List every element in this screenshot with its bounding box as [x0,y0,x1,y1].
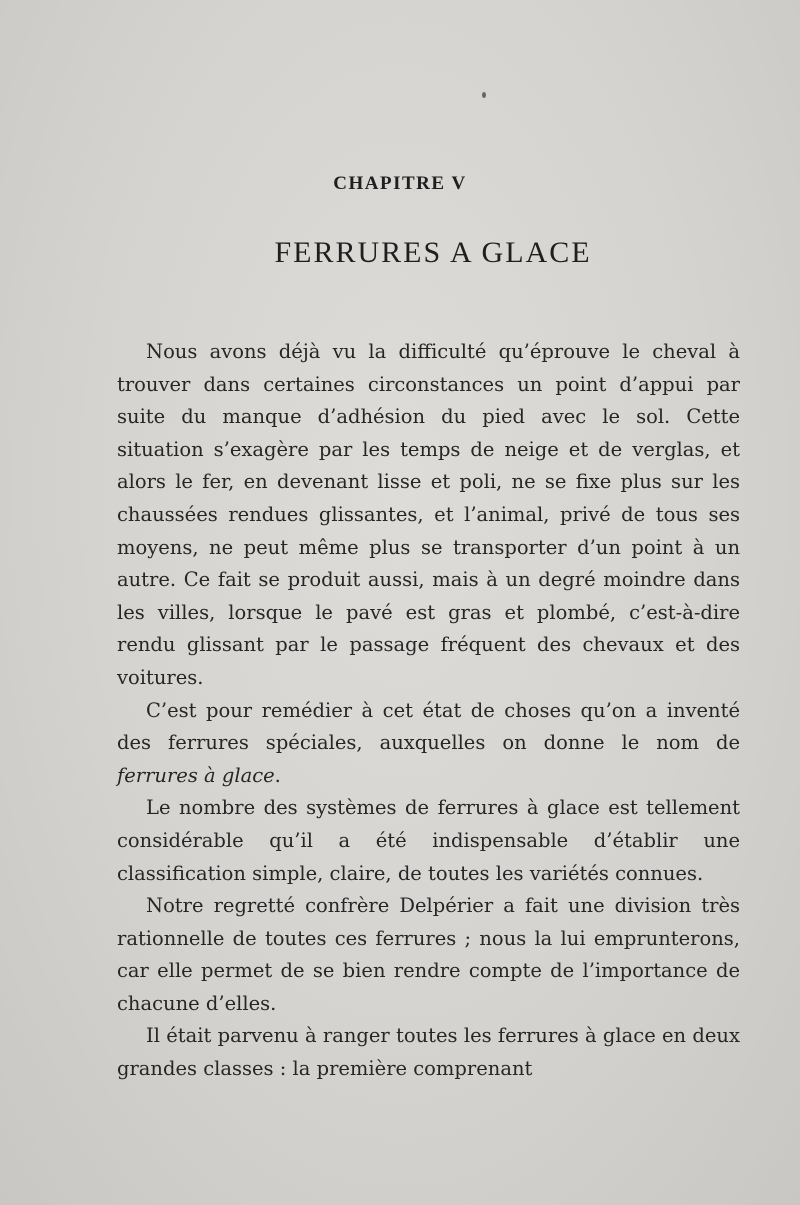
ink-speck [482,92,486,98]
paragraph-2 [117,695,740,793]
body-text [117,336,740,1086]
paragraph-2-italic-term: ferrures à glace [117,763,275,787]
paragraph-4: Notre regretté confrère Delpérier a fait une division très rationnelle de toutes ces ferrures ; nous la lui emprunterons, car elle permet de se bien rendre compte de l’importance de chacune d’elles. [117,894,740,1015]
paragraph-5: Il était parvenu à ranger toutes les ferrures à glace en deux grandes classes : la première comprenant [117,1024,740,1081]
paragraph-1: Nous avons déjà vu la difficulté qu’éprouve le cheval à trouver dans certaines circonstances un point d’appui par suite du manque d’adhésion du pied avec le sol. Cette situation s’exagère par les temps de neige et de verglas, et alors le fer, en devenant lisse et poli, ne se fixe plus sur les chaussées rendues glissantes, et l’animal, privé de tous ses moyens, ne peut même plus se transporter d’un point à un autre. Ce fait se produit aussi, mais à un degré moindre dans les villes, lorsque le pavé est gras et plombé, c’est-à-dire rendu glissant par le passage fréquent des chevaux et des voitures. [117,340,740,689]
paragraph-2-text: C’est pour remédier à cet état de choses qu’on a inventé des ferrures spéciales, auxquelles on donne le nom de [117,698,740,755]
paragraph-3: Le nombre des systèmes de ferrures à glace est tellement considérable qu’il a été indispensable d’établir une classification simple, claire, de toutes les variétés connues. [117,796,740,885]
chapter-title: FERRURES A GLACE [274,236,592,269]
paragraph-2-end: . [274,763,281,787]
chapter-label: CHAPITRE V [333,173,467,194]
